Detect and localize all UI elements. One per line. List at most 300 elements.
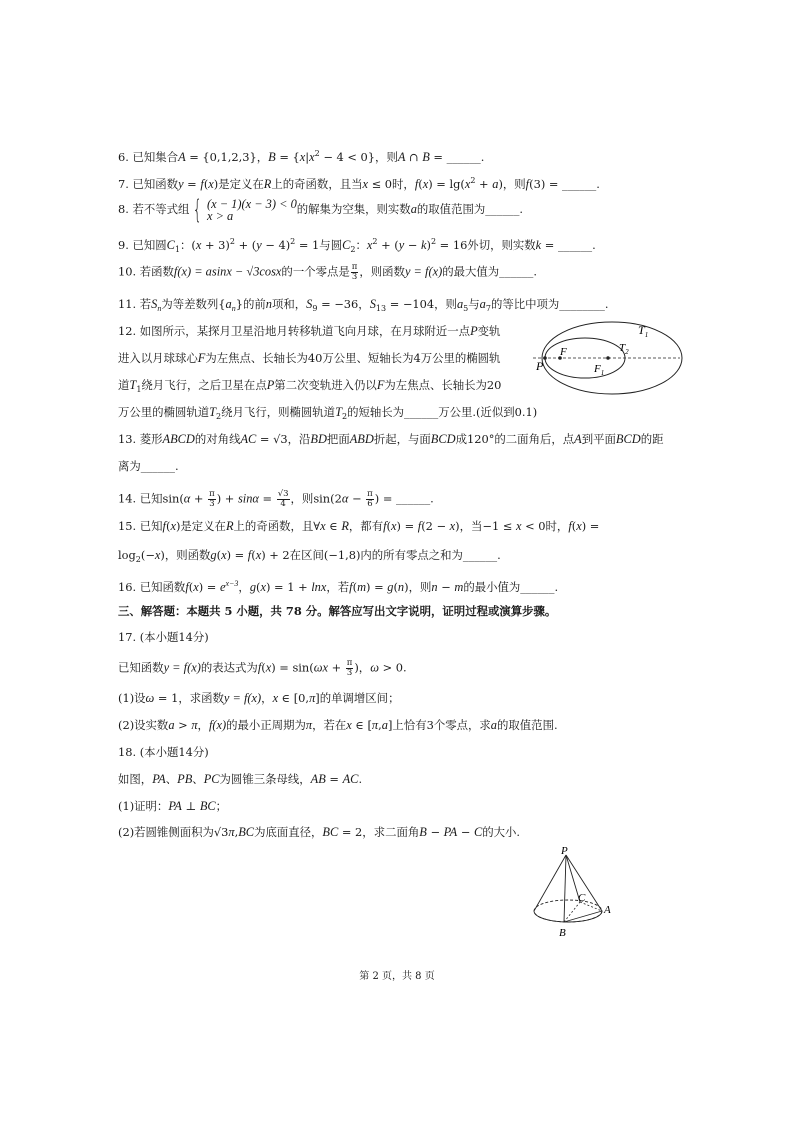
var: B	[422, 150, 430, 164]
text: )，当−1 ≤	[455, 519, 516, 533]
var: R	[263, 177, 272, 191]
text: 11. 若	[118, 297, 152, 311]
var: g	[249, 580, 257, 594]
text: (	[571, 519, 577, 533]
text: ∩	[405, 150, 423, 164]
sub: 5	[463, 304, 469, 313]
question-6	[118, 146, 484, 165]
var: T	[209, 405, 217, 419]
sub: 13	[375, 304, 387, 313]
text: =	[325, 772, 343, 786]
inequality-system	[189, 197, 296, 223]
var: PB	[177, 772, 193, 786]
label-f: F	[560, 346, 567, 358]
var: f	[185, 580, 189, 594]
text: ) +	[216, 491, 238, 506]
text: −	[404, 238, 421, 252]
text: >	[174, 718, 192, 732]
var: f	[568, 519, 572, 533]
text: 为左焦点、长轴长为40万公里、短轴长为4万公里的椭圆轨	[205, 351, 501, 365]
numerator: √3	[277, 489, 289, 499]
var: PA	[443, 825, 458, 839]
text: )，则	[498, 177, 526, 191]
var: α	[183, 491, 191, 506]
expr: y = f(x)	[223, 691, 262, 705]
text: .	[358, 772, 363, 786]
text: ]的单调增区间；	[315, 691, 400, 705]
segment-ba	[564, 911, 602, 922]
text: 为等差数列{	[161, 297, 226, 311]
var: S	[151, 297, 158, 311]
var: x	[154, 548, 161, 562]
var: A	[574, 432, 582, 446]
text: 到平面	[581, 432, 616, 446]
var: π	[191, 718, 198, 732]
var: lnx	[311, 580, 327, 594]
expr: (x) = asinx − √3cosx	[177, 264, 282, 279]
label-t2: $T_2$	[619, 342, 629, 356]
var: a	[381, 718, 388, 732]
label-p: P	[536, 359, 544, 373]
text: 为底面直径，	[254, 825, 323, 839]
var: n	[397, 580, 405, 594]
var: BC	[238, 825, 255, 839]
var: f	[417, 519, 422, 533]
text: > 0.	[378, 660, 407, 675]
numerator: π	[346, 658, 353, 668]
var: a	[490, 718, 497, 732]
text: }的前	[235, 297, 266, 311]
text: 把面	[326, 432, 350, 446]
var: x	[309, 150, 315, 164]
text: + 3)	[201, 238, 230, 252]
var: ABD	[349, 432, 374, 446]
text: )，	[354, 660, 371, 675]
var: f	[173, 264, 178, 279]
text: ) = sin(	[271, 660, 314, 675]
text: 的短轴长为______万公里.(近似到0.1)	[347, 405, 538, 419]
var: AC	[342, 772, 359, 786]
text: ∈	[325, 519, 342, 533]
sub: 9	[312, 304, 318, 313]
brace: {	[193, 195, 203, 225]
text: ≤ 0时，	[368, 177, 415, 191]
text: ) =	[396, 519, 418, 533]
text: ∈ [	[351, 718, 372, 732]
fraction	[366, 490, 374, 509]
text: 12. 如图所示，某探月卫星沿地月转移轨道飞向月球，在月球附近一点	[118, 324, 471, 338]
var: π	[309, 691, 316, 705]
text: ) =	[366, 580, 388, 594]
text: +	[475, 177, 493, 191]
var: e	[219, 580, 226, 594]
text: 的最小值为______.	[463, 580, 559, 594]
text: 与	[468, 297, 480, 311]
text: (	[251, 548, 256, 562]
text: 的对角线	[194, 432, 241, 446]
generatrix-left	[534, 855, 566, 911]
var: A	[178, 150, 186, 164]
question-10	[118, 263, 537, 282]
var: a	[479, 297, 486, 311]
question-11	[118, 297, 608, 316]
var: ωx	[313, 660, 328, 675]
text: +	[190, 491, 208, 506]
text: 6. 已知集合	[118, 150, 179, 164]
text: ]上恰有3个零点，求	[387, 718, 491, 732]
text: ) = lg(	[428, 177, 465, 191]
denominator: 4	[280, 499, 286, 509]
var: B	[419, 825, 427, 839]
var: sinα	[237, 491, 259, 506]
var: x	[170, 519, 176, 533]
var: x	[464, 177, 471, 191]
text: 的取值范围.	[497, 718, 558, 732]
text: = 1，求函数	[154, 691, 224, 705]
system-row: x > a	[207, 209, 234, 223]
text: ，	[238, 580, 250, 594]
sup: x−3	[225, 579, 239, 588]
text: = √3，沿	[256, 432, 311, 446]
expr: y = f(x)	[404, 264, 443, 279]
text: 上的奇函数，且∀	[233, 519, 321, 533]
text: 变轨	[477, 324, 501, 338]
text: (3) = ______.	[529, 177, 600, 191]
text: −	[437, 580, 455, 594]
question-18-heading: 18. (本小题14分)	[118, 745, 209, 759]
question-17-line-1	[118, 659, 407, 678]
fraction	[208, 490, 216, 509]
text: 10. 若函数	[118, 264, 174, 279]
sub: 7	[485, 304, 491, 313]
text: (	[418, 177, 423, 191]
var: BC	[322, 825, 339, 839]
text: ) =	[581, 519, 600, 533]
denominator: 3	[351, 272, 358, 282]
denominator: 6	[367, 499, 373, 509]
sub: n	[157, 304, 162, 313]
var: ω	[145, 691, 155, 705]
text: +	[327, 660, 345, 675]
var: AC	[240, 432, 257, 446]
var: x	[272, 691, 279, 705]
text: 、	[165, 772, 178, 786]
text: 为圆锥三条母线，	[219, 772, 311, 786]
text: (	[352, 580, 358, 594]
var: ω	[370, 660, 379, 675]
question-15-line-2	[118, 548, 501, 567]
text: 的最小正周期为	[226, 718, 306, 732]
text: ；	[215, 799, 228, 813]
ellipse-orbit-figure	[530, 318, 690, 398]
text: ，则sin(2	[290, 491, 342, 506]
text: 的解集为空集，则实数	[296, 202, 411, 216]
var: F	[376, 378, 385, 392]
text: 7. 已知函数	[118, 177, 179, 191]
question-18-part-1	[118, 799, 227, 814]
var: α	[341, 491, 349, 506]
var: x	[208, 177, 214, 191]
var: R	[341, 519, 349, 533]
text: < 0时，	[521, 519, 569, 533]
var: x	[422, 177, 429, 191]
label-c: C	[578, 892, 586, 904]
page-footer: 第 2 页，共 8 页	[359, 971, 435, 982]
var: ABCD	[162, 432, 195, 446]
text: 绕月飞行，之后卫星在点	[141, 378, 267, 392]
sup: 2	[430, 237, 437, 246]
var: x	[265, 660, 272, 675]
var: f	[247, 548, 252, 562]
text: ) = ______.	[374, 491, 434, 506]
question-15-line-1	[118, 519, 599, 534]
var: C	[473, 825, 483, 839]
var: C	[342, 238, 351, 252]
question-9	[118, 234, 596, 257]
var: PA	[168, 799, 182, 813]
question-18-line-1	[118, 772, 362, 787]
var: a	[492, 177, 499, 191]
text: 的一个零点是	[281, 264, 350, 279]
var: m	[454, 580, 464, 594]
var: f	[525, 177, 530, 191]
var: x	[193, 580, 199, 594]
sub: n	[231, 304, 236, 313]
text: 成120°的二面角后，点	[455, 432, 575, 446]
var: x	[221, 548, 227, 562]
text: = ______.	[429, 150, 485, 164]
question-12-line-2	[118, 351, 500, 366]
label-b: B	[559, 927, 566, 939]
question-12-line-1	[118, 324, 500, 339]
text: = 16外切，则实数	[436, 238, 536, 252]
var: T	[129, 378, 137, 392]
question-17-part-1	[118, 691, 399, 706]
text: (	[261, 660, 266, 675]
text: − 4 < 0}，则	[319, 150, 398, 164]
var: BD	[310, 432, 327, 446]
text: 的取值范围为______.	[416, 202, 524, 216]
numerator: π	[351, 262, 358, 272]
text: = {0,1,2,3}，	[185, 150, 269, 164]
var: f	[349, 580, 353, 594]
text: 上的奇函数，且当	[271, 177, 363, 191]
text: + (	[377, 238, 399, 252]
label-f1: $F_1$	[594, 363, 605, 377]
text: ：(	[180, 238, 196, 252]
label-p: P	[561, 845, 568, 857]
text: 项和，	[271, 297, 307, 311]
text: 已知函数	[118, 660, 164, 675]
var: g	[210, 548, 217, 562]
text: (	[216, 548, 222, 562]
text: )是定义在	[213, 177, 264, 191]
text: log	[118, 548, 136, 562]
var: f	[383, 519, 387, 533]
var: k	[535, 238, 542, 252]
text: = 2，求二面角	[338, 825, 420, 839]
sub: 2	[350, 245, 356, 254]
focus-f1	[606, 356, 610, 360]
text: 离为______.	[118, 459, 179, 473]
expr: y = f(x)	[163, 660, 201, 675]
text: |	[305, 150, 310, 164]
var: F	[197, 351, 206, 365]
var: x	[320, 519, 326, 533]
var: x	[576, 519, 582, 533]
text: ⊥	[181, 799, 200, 813]
text: −	[457, 825, 474, 839]
text: 15. 已知	[118, 519, 163, 533]
var: C	[166, 238, 175, 252]
var: x	[195, 238, 202, 252]
text: (−	[140, 548, 155, 562]
var: k	[420, 238, 427, 252]
text: ,	[234, 825, 239, 839]
var: x	[515, 519, 522, 533]
text: = −104，则	[386, 297, 457, 311]
var: P	[470, 324, 478, 338]
text: 的距	[640, 432, 664, 446]
question-12-line-3	[118, 378, 501, 397]
text: 绕月飞行，则椭圆轨道	[221, 405, 336, 419]
var: x	[260, 580, 266, 594]
var: BCD	[615, 432, 641, 446]
var: n	[431, 580, 438, 594]
var: S	[369, 297, 376, 311]
sup: 2	[290, 237, 296, 246]
text: ) + 2在区间(−1,8)内的所有零点之和为______.	[261, 548, 501, 562]
sup: 2	[229, 237, 235, 246]
text: ，都有	[348, 519, 384, 533]
var: f	[200, 177, 204, 191]
text: ) =	[198, 580, 220, 594]
text: )，则	[404, 580, 432, 594]
var: x	[449, 519, 456, 533]
text: ，若在	[312, 718, 347, 732]
var: x	[366, 238, 373, 252]
sup: 2	[372, 237, 378, 246]
text: + (	[234, 238, 257, 252]
text: 8. 若不等式组	[118, 202, 190, 216]
var: AB	[310, 772, 326, 786]
text: (	[165, 519, 171, 533]
var: PA	[152, 772, 166, 786]
var: P	[266, 378, 275, 392]
text: 13. 菱形	[118, 432, 163, 446]
var: π	[371, 718, 379, 732]
text: 14. 已知sin(	[118, 491, 184, 506]
text: (1)设	[118, 691, 146, 705]
expr: f(x)	[208, 718, 227, 732]
text: )	[426, 238, 431, 252]
text: = 1与圆	[295, 238, 343, 252]
var: x	[391, 519, 397, 533]
text: 、	[192, 772, 204, 786]
text: (2)设实数	[118, 718, 169, 732]
label-t1: $T_1$	[638, 323, 649, 339]
text: 16. 已知函数	[118, 580, 186, 594]
var: x	[299, 150, 306, 164]
text: ，若	[326, 580, 350, 594]
var: y	[398, 238, 405, 252]
generatrix-pb	[564, 855, 566, 922]
question-13-line-1	[118, 432, 664, 447]
question-12-line-4	[118, 405, 537, 424]
var: m	[357, 580, 367, 594]
question-13-line-2	[118, 459, 179, 474]
var: π	[305, 718, 313, 732]
numerator: π	[367, 489, 373, 499]
var: a	[456, 297, 464, 311]
sub: 2	[341, 412, 348, 421]
sup: 2	[314, 149, 320, 158]
sub: 1	[174, 245, 181, 254]
var: f	[257, 660, 262, 675]
cone-base-front	[534, 911, 602, 922]
text: −	[426, 825, 444, 839]
text: ) = 1 +	[265, 580, 312, 594]
fraction	[351, 263, 359, 282]
system-row: (x − 1)(x − 3) < 0	[207, 197, 297, 211]
var: x	[346, 718, 352, 732]
var: y	[178, 177, 184, 191]
sup: 2	[470, 176, 476, 185]
text: ：	[355, 238, 367, 252]
question-7	[118, 173, 600, 192]
text: = {	[275, 150, 300, 164]
var: BCD	[430, 432, 456, 446]
var: y	[256, 238, 262, 252]
sub: 2	[135, 555, 141, 564]
var: a	[168, 718, 175, 732]
question-17-heading: 17. (本小题14分)	[118, 630, 209, 644]
text: 的等比中项为________.	[490, 297, 609, 311]
sub: 2	[216, 412, 222, 421]
question-8	[118, 196, 523, 223]
text: )，则函数	[160, 548, 211, 562]
text: −	[348, 491, 366, 506]
text: 的大小.	[482, 825, 521, 839]
text: 为左焦点、长轴长为20	[384, 378, 502, 392]
text: 进入以月球球心	[118, 351, 198, 365]
question-14	[118, 490, 434, 509]
denominator: 3	[346, 668, 353, 678]
var: BC	[199, 799, 216, 813]
text: (1)证明：	[118, 799, 169, 813]
var: A	[397, 150, 406, 164]
var: n	[265, 297, 272, 311]
var: T	[335, 405, 342, 419]
text: ,	[378, 718, 382, 732]
text: =	[183, 177, 201, 191]
var: PC	[203, 772, 220, 786]
var: S	[306, 297, 313, 311]
fraction	[346, 659, 354, 678]
question-16	[118, 576, 558, 595]
question-17-part-2	[118, 718, 558, 733]
text: 的表达式为	[200, 660, 258, 675]
text: ∈ [0,	[278, 691, 310, 705]
label-a: A	[604, 904, 611, 916]
var: g	[387, 580, 394, 594]
text: 的最大值为______.	[442, 264, 537, 279]
text: 第二次变轨进入仍以	[274, 378, 377, 392]
text: ，则函数	[359, 264, 405, 279]
var: x	[362, 177, 368, 191]
point-p	[543, 356, 547, 360]
text: (	[203, 177, 209, 191]
